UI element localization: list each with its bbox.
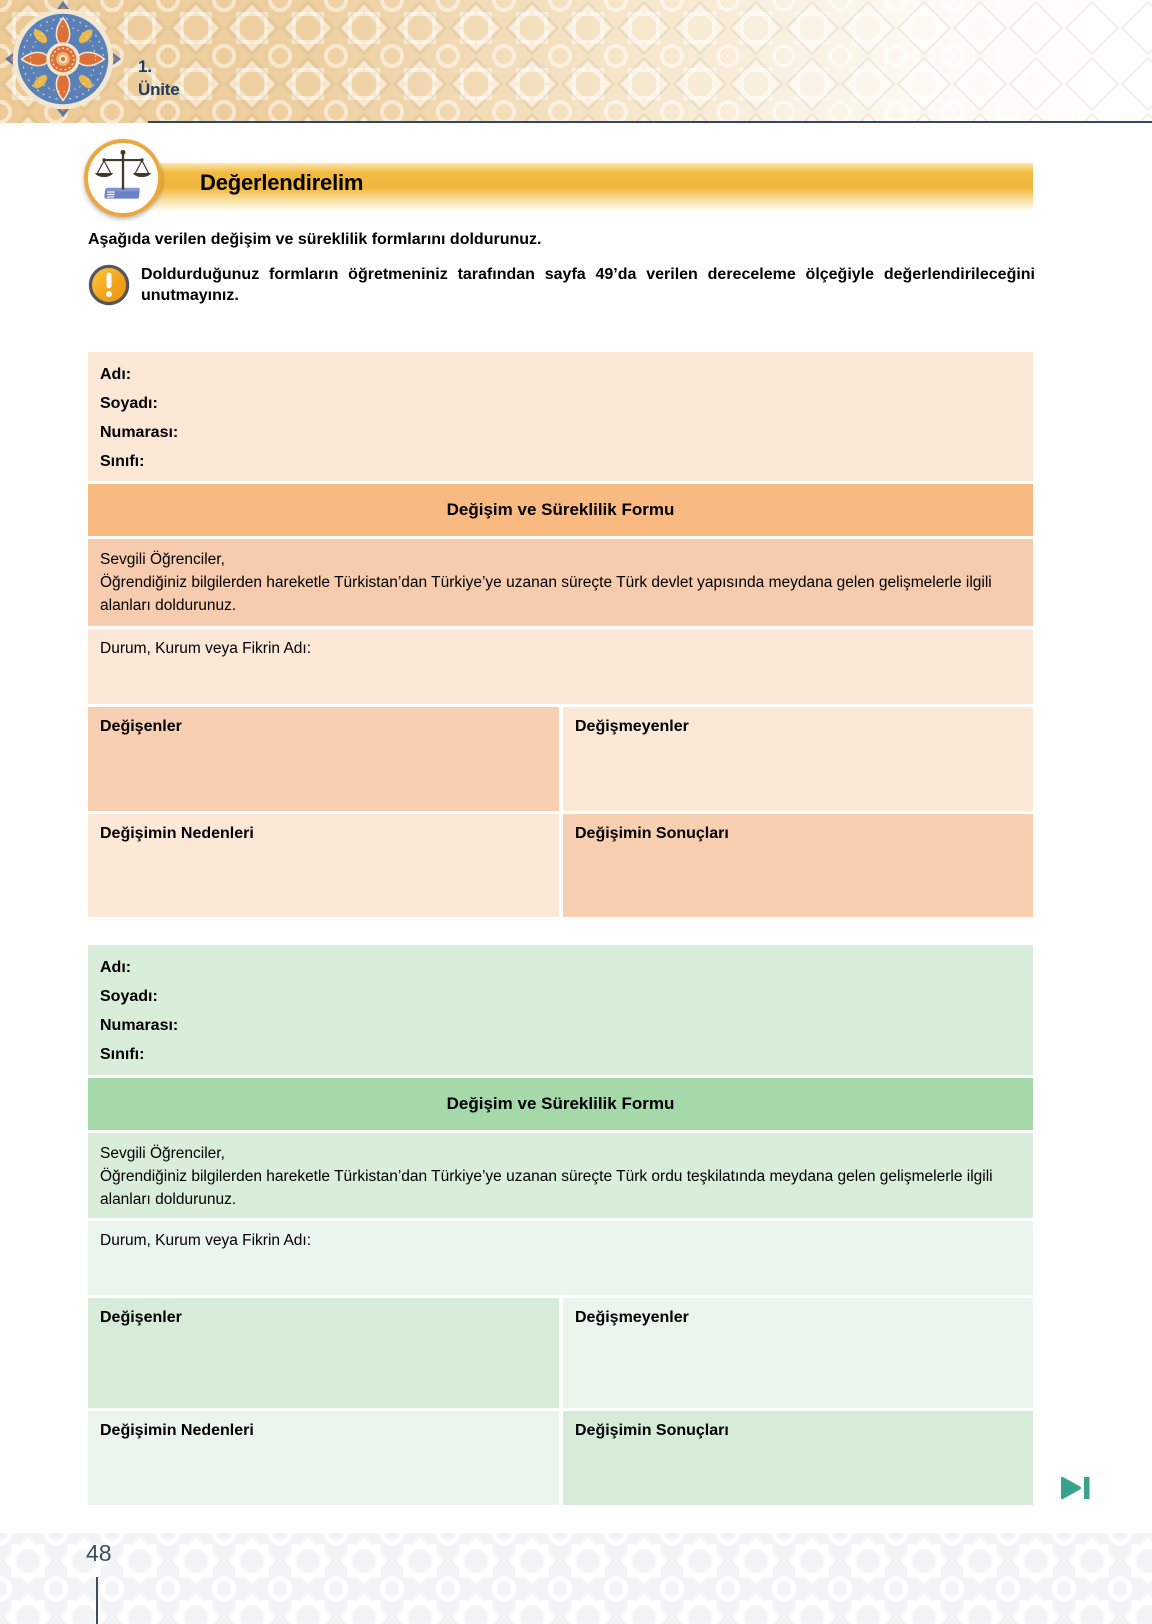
surname-field-label: Soyadı: bbox=[100, 988, 158, 1005]
notice-text: Doldurduğunuz formların öğretmeniniz tarafından sayfa 49’da verilen dereceleme ölçeğiyle değerlendirileceğini unutmayınız. bbox=[141, 266, 1035, 304]
rosette-ornament-icon bbox=[2, 0, 124, 122]
changes-cell: Değişenler bbox=[88, 707, 559, 811]
unchanged-cell: Değişmeyenler bbox=[563, 707, 1033, 811]
page-header bbox=[0, 0, 1152, 123]
surname-field-label: Soyadı: bbox=[100, 395, 158, 412]
unit-name: Ünite bbox=[138, 80, 180, 99]
class-field-label: Sınıfı: bbox=[100, 453, 145, 470]
section-title: Değerlendirelim bbox=[200, 170, 364, 195]
number-field-label: Numarası: bbox=[100, 424, 179, 441]
form-grid-row bbox=[88, 1411, 1033, 1505]
results-cell: Değişimin Sonuçları bbox=[563, 1411, 1033, 1505]
form-title: Değişim ve Süreklilik Formu bbox=[88, 1078, 1033, 1130]
footer-geometric-pattern bbox=[0, 1533, 1152, 1624]
unchanged-cell: Değişmeyenler bbox=[563, 1298, 1033, 1408]
results-cell: Değişimin Sonuçları bbox=[563, 814, 1033, 917]
page-number: 48 bbox=[86, 1540, 112, 1566]
footer-band bbox=[0, 1533, 1152, 1624]
greeting-text: Sevgili Öğrenciler, bbox=[100, 1145, 225, 1162]
causes-cell: Değişimin Nedenleri bbox=[88, 1411, 559, 1505]
name-field-label: Adı: bbox=[100, 959, 132, 976]
form-instruction-block bbox=[88, 539, 1033, 626]
form-instruction-block bbox=[88, 1133, 1033, 1218]
form-grid-row bbox=[88, 814, 1033, 917]
instruction-text: Öğrendiğiniz bilgilerden hareketle Türkistan’dan Türkiye’ye uzanan süreçte Türk ordu teşkilatında meydana gelen gelişmelerle ilgili alanları doldurunuz. bbox=[100, 1168, 993, 1208]
change-continuity-form-army bbox=[88, 945, 1033, 1505]
situation-name-field: Durum, Kurum veya Fikrin Adı: bbox=[88, 629, 1033, 704]
causes-cell: Değişimin Nedenleri bbox=[88, 814, 559, 917]
student-info-block bbox=[88, 945, 1033, 1075]
unit-label bbox=[138, 55, 180, 101]
page-number-line bbox=[96, 1577, 98, 1624]
form-title: Değişim ve Süreklilik Formu bbox=[88, 484, 1033, 536]
next-page-icon bbox=[1058, 1475, 1092, 1503]
form-grid-row bbox=[88, 707, 1033, 811]
changes-cell: Değişenler bbox=[88, 1298, 559, 1408]
instruction-text: Öğrendiğiniz bilgilerden hareketle Türkistan’dan Türkiye’ye uzanan süreçte Türk devlet yapısında meydana gelen gelişmelerle ilgili alanları doldurunuz. bbox=[100, 574, 992, 614]
name-field-label: Adı: bbox=[100, 366, 132, 383]
situation-name-field: Durum, Kurum veya Fikrin Adı: bbox=[88, 1221, 1033, 1295]
unit-number: 1. bbox=[138, 57, 152, 76]
number-field-label: Numarası: bbox=[100, 1017, 179, 1034]
header-divider-line bbox=[148, 121, 1152, 123]
form-grid-row bbox=[88, 1298, 1033, 1408]
scales-icon bbox=[84, 139, 162, 217]
intro-text: Aşağıda verilen değişim ve süreklilik formlarını doldurunuz. bbox=[88, 231, 542, 248]
student-info-block bbox=[88, 352, 1033, 481]
warning-icon bbox=[88, 264, 130, 306]
greeting-text: Sevgili Öğrenciler, bbox=[100, 551, 225, 568]
class-field-label: Sınıfı: bbox=[100, 1046, 145, 1063]
change-continuity-form-state bbox=[88, 352, 1033, 917]
